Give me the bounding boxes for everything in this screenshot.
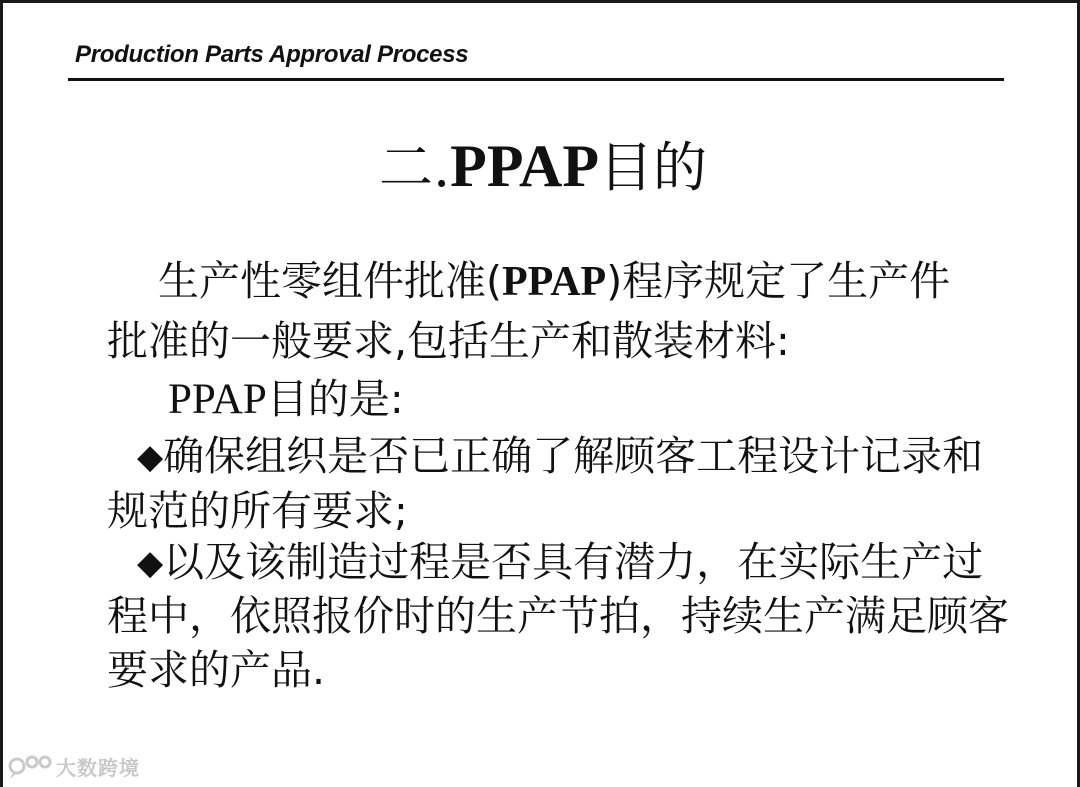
purpose-label-text: 目的是:	[266, 375, 404, 423]
slide-title-prefix: 二.	[379, 136, 451, 199]
paragraph1-acronym: PPAP	[502, 259, 607, 305]
slide-title-suffix: 目的	[599, 136, 707, 199]
bullet2-line2: 程中，依照报价时的生产节拍，持续生产满足顾客	[107, 592, 1009, 640]
paragraph1-line1-pre: 生产性零组件批准(	[158, 257, 502, 305]
watermark-text: 大数跨境	[56, 755, 140, 780]
bullet1-line1	[137, 428, 1037, 485]
slide-title-acronym: PPAP	[450, 133, 599, 199]
header-divider	[68, 78, 1004, 81]
purpose-label-acronym: PPAP	[168, 376, 267, 423]
paragraph1-line1	[158, 253, 1058, 310]
bullet2-line1	[137, 534, 1037, 591]
slide-header-title: Production Parts Approval Process	[75, 41, 469, 68]
paragraph1-line1-post: )程序规定了生产件	[606, 257, 951, 305]
paragraph1-line2: 批准的一般要求,包括生产和散装材料:	[107, 317, 790, 365]
slide-title	[3, 131, 1080, 203]
bullet1-line2: 规范的所有要求;	[107, 487, 408, 535]
bullet1-line1-text: 确保组织是否已正确了解顾客工程设计记录和	[163, 432, 984, 480]
purpose-label	[168, 371, 1068, 428]
diamond-bullet-icon: ◆	[137, 437, 164, 477]
bullet2-line1-text: 以及该制造过程是否具有潜力，在实际生产过	[163, 538, 984, 586]
diamond-bullet-icon: ◆	[137, 543, 164, 583]
bullet2-line3: 要求的产品.	[107, 646, 326, 694]
chat-bubble-logo-icon	[8, 752, 52, 780]
watermark	[8, 751, 140, 781]
